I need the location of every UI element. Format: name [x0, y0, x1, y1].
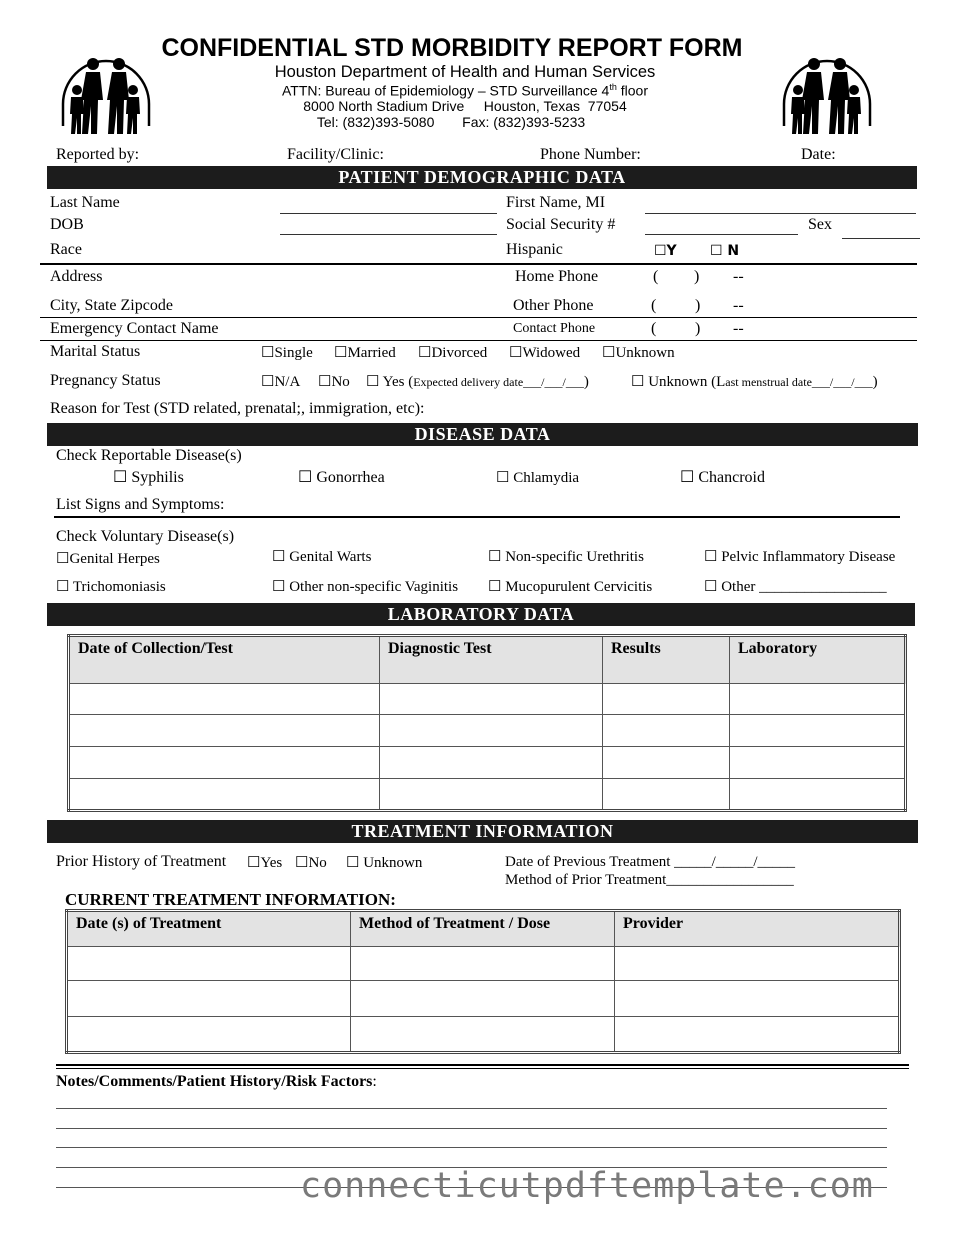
prior-unknown-checkbox[interactable]: ☐ Unknown — [346, 855, 423, 871]
lab-col-laboratory: Laboratory — [730, 636, 906, 684]
notes-line[interactable] — [56, 1128, 887, 1129]
notes-label-text: Notes/Comments/Patient History/Risk Factors — [56, 1073, 373, 1090]
city-state-zip-label: City, State Zipcode — [50, 297, 173, 314]
reason-for-test-label[interactable]: Reason for Test (STD related, prenatal;, immigration, etc): — [50, 400, 425, 417]
lab-col-results: Results — [603, 636, 730, 684]
dob-field[interactable] — [280, 234, 497, 235]
emergency-contact-label: Emergency Contact Name — [50, 320, 219, 337]
lab-cell[interactable] — [380, 715, 603, 747]
expected-delivery-date[interactable]: Expected delivery date___/___/___ — [413, 375, 584, 389]
genital-warts-checkbox[interactable]: ☐ Genital Warts — [272, 549, 372, 565]
lab-row — [69, 747, 906, 779]
race-label: Race — [50, 241, 82, 258]
reportable-disease-label: Check Reportable Disease(s) — [56, 447, 242, 464]
signs-symptoms-label[interactable]: List Signs and Symptoms: — [56, 496, 225, 513]
first-name-field[interactable] — [645, 213, 916, 214]
marital-unknown-checkbox[interactable]: ☐Unknown — [602, 345, 675, 361]
pregnancy-na-checkbox[interactable]: ☐N/A — [261, 374, 301, 390]
lab-cell[interactable] — [730, 747, 906, 779]
voluntary-disease-label: Check Voluntary Disease(s) — [56, 528, 235, 545]
lab-cell[interactable] — [730, 715, 906, 747]
pregnancy-no-checkbox[interactable]: ☐No — [318, 374, 350, 390]
dob-label: DOB — [50, 216, 84, 233]
pregnancy-yes-text: ☐ Yes ( — [366, 374, 414, 390]
notes-line[interactable] — [56, 1147, 887, 1148]
genital-herpes-checkbox[interactable]: ☐Genital Herpes — [56, 551, 160, 567]
treatment-cell[interactable] — [67, 1017, 351, 1053]
pregnancy-yes-close: ) — [583, 374, 589, 390]
vaginitis-checkbox[interactable]: ☐ Other non-specific Vaginitis — [272, 579, 459, 595]
hispanic-no-checkbox[interactable]: ☐ N — [710, 243, 740, 259]
lab-cell[interactable] — [603, 715, 730, 747]
attn-text: ATTN: Bureau of Epidemiology – STD Surveillance 4 — [282, 82, 610, 99]
treatment-cell[interactable] — [615, 981, 900, 1017]
pregnancy-status-label: Pregnancy Status — [50, 372, 161, 389]
other-phone-open[interactable]: ( — [651, 297, 657, 314]
attn-line — [0, 82, 930, 99]
divider-notes-top-2 — [56, 1068, 909, 1069]
attn-suffix: floor — [616, 82, 648, 99]
treatment-cell[interactable] — [615, 947, 900, 981]
treatment-row — [67, 947, 900, 981]
marital-divorced-checkbox[interactable]: ☐Divorced — [418, 345, 488, 361]
previous-treatment-date[interactable]: Date of Previous Treatment _____/_____/_____ — [505, 854, 795, 870]
contact-phone-close[interactable]: ) — [695, 320, 701, 337]
sex-field[interactable] — [842, 238, 920, 239]
lab-cell[interactable] — [69, 715, 380, 747]
divider-notes-top — [56, 1064, 909, 1066]
address-label: Address — [50, 268, 103, 285]
lab-cell[interactable] — [69, 684, 380, 715]
treatment-cell[interactable] — [67, 981, 351, 1017]
pregnancy-unknown-text: ☐ Unknown (L — [631, 374, 726, 390]
hispanic-yes-checkbox[interactable]: ☐Y — [654, 243, 677, 259]
divider-emergency — [40, 340, 917, 341]
treatment-row — [67, 981, 900, 1017]
treatment-table — [65, 909, 901, 1054]
home-phone-dash[interactable]: -- — [733, 268, 744, 285]
notes-label-colon: : — [372, 1073, 377, 1090]
lab-cell[interactable] — [603, 779, 730, 811]
current-treatment-title: CURRENT TREATMENT INFORMATION: — [65, 890, 396, 909]
pregnancy-unknown-checkbox[interactable] — [631, 372, 878, 391]
notes-line[interactable] — [56, 1108, 887, 1109]
contact-line — [0, 114, 902, 130]
pregnancy-unknown-close: ) — [872, 374, 878, 390]
site-watermark: connecticutpdftemplate.com — [300, 1166, 874, 1206]
other-disease-checkbox[interactable]: ☐ Other _________________ — [704, 579, 887, 595]
last-name-field[interactable] — [280, 213, 497, 214]
divider-city — [40, 317, 917, 318]
notes-label — [56, 1073, 377, 1091]
lab-cell[interactable] — [603, 747, 730, 779]
contact-phone-dash[interactable]: -- — [733, 320, 744, 337]
lab-cell[interactable] — [730, 779, 906, 811]
marital-married-checkbox[interactable]: ☐Married — [334, 345, 396, 361]
lab-col-test: Diagnostic Test — [380, 636, 603, 684]
first-name-label: First Name, MI — [506, 194, 606, 211]
lab-cell[interactable] — [69, 779, 380, 811]
divider-race — [40, 263, 917, 265]
marital-widowed-checkbox[interactable]: ☐Widowed — [509, 345, 581, 361]
ssn-field[interactable] — [645, 234, 798, 235]
prior-treatment-method[interactable]: Method of Prior Treatment_________________ — [505, 872, 794, 888]
gonorrhea-checkbox[interactable]: ☐ Gonorrhea — [298, 469, 385, 486]
department-name: Houston Department of Health and Human Services — [274, 63, 656, 81]
attn-sup: th — [609, 82, 617, 92]
lab-cell[interactable] — [380, 747, 603, 779]
fax-number: Fax: (832)393-5233 — [462, 114, 586, 130]
lab-row — [69, 684, 906, 715]
date-label[interactable]: Date: — [801, 146, 836, 163]
lab-row — [69, 779, 906, 811]
treatment-cell[interactable] — [351, 947, 615, 981]
ssn-label: Social Security # — [506, 216, 616, 233]
chancroid-checkbox[interactable]: ☐ Chancroid — [680, 469, 765, 486]
treatment-col-date: Date (s) of Treatment — [67, 911, 351, 947]
syphilis-checkbox[interactable]: ☐ Syphilis — [113, 469, 184, 486]
home-phone-close[interactable]: ) — [694, 268, 700, 285]
lab-cell[interactable] — [380, 684, 603, 715]
hispanic-label: Hispanic — [506, 241, 563, 258]
other-phone-dash[interactable]: -- — [733, 297, 744, 314]
treatment-cell[interactable] — [615, 1017, 900, 1053]
treatment-cell[interactable] — [67, 947, 351, 981]
mailing-address: 8000 North Stadium Drive Houston, Texas 77054 — [303, 98, 627, 114]
lab-cell[interactable] — [730, 684, 906, 715]
treatment-cell[interactable] — [351, 1017, 615, 1053]
other-phone-close[interactable]: ) — [695, 297, 701, 314]
lab-col-date: Date of Collection/Test — [69, 636, 380, 684]
treatment-info-header: TREATMENT INFORMATION — [47, 820, 918, 843]
cervicitis-checkbox[interactable]: ☐ Mucopurulent Cervicitis — [488, 579, 653, 595]
reported-by-label[interactable]: Reported by: — [56, 146, 140, 163]
contact-phone-label: Contact Phone — [513, 321, 596, 336]
other-phone-label: Other Phone — [513, 297, 594, 314]
pid-checkbox[interactable]: ☐ Pelvic Inflammatory Disease — [704, 549, 896, 565]
lab-cell[interactable] — [380, 779, 603, 811]
facility-label[interactable]: Facility/Clinic: — [287, 146, 384, 163]
patient-demographic-header: PATIENT DEMOGRAPHIC DATA — [47, 166, 917, 189]
sex-label: Sex — [808, 216, 832, 233]
contact-phone-open[interactable]: ( — [651, 320, 657, 337]
lab-cell[interactable] — [603, 684, 730, 715]
tel-number: Tel: (832)393-5080 — [316, 114, 435, 130]
laboratory-table — [67, 634, 907, 812]
prior-yes-checkbox[interactable]: ☐Yes — [247, 855, 283, 871]
treatment-cell[interactable] — [351, 981, 615, 1017]
home-phone-label: Home Phone — [515, 268, 599, 285]
trichomoniasis-checkbox[interactable]: ☐ Trichomoniasis — [56, 579, 166, 595]
marital-status-label: Marital Status — [50, 343, 141, 360]
prior-no-checkbox[interactable]: ☐No — [295, 855, 327, 871]
lab-row — [69, 715, 906, 747]
chlamydia-checkbox[interactable]: ☐ Chlamydia — [496, 470, 580, 486]
home-phone-open[interactable]: ( — [653, 268, 659, 285]
lab-cell[interactable] — [69, 747, 380, 779]
treatment-col-method: Method of Treatment / Dose — [351, 911, 615, 947]
treatment-col-provider: Provider — [615, 911, 900, 947]
treatment-row — [67, 1017, 900, 1053]
form-title: CONFIDENTIAL STD MORBIDITY REPORT FORM — [161, 34, 743, 62]
marital-single-checkbox[interactable]: ☐Single — [261, 345, 313, 361]
prior-history-label: Prior History of Treatment — [56, 853, 227, 870]
divider-signs — [54, 516, 900, 518]
disease-data-header: DISEASE DATA — [47, 423, 918, 446]
phone-number-label[interactable]: Phone Number: — [540, 146, 641, 163]
pregnancy-yes-checkbox[interactable] — [366, 372, 589, 391]
last-menstrual-date[interactable]: ast menstrual date___/___/___ — [725, 375, 873, 389]
laboratory-data-header: LABORATORY DATA — [47, 603, 915, 626]
nsu-checkbox[interactable]: ☐ Non-specific Urethritis — [488, 549, 644, 565]
last-name-label: Last Name — [50, 194, 120, 211]
